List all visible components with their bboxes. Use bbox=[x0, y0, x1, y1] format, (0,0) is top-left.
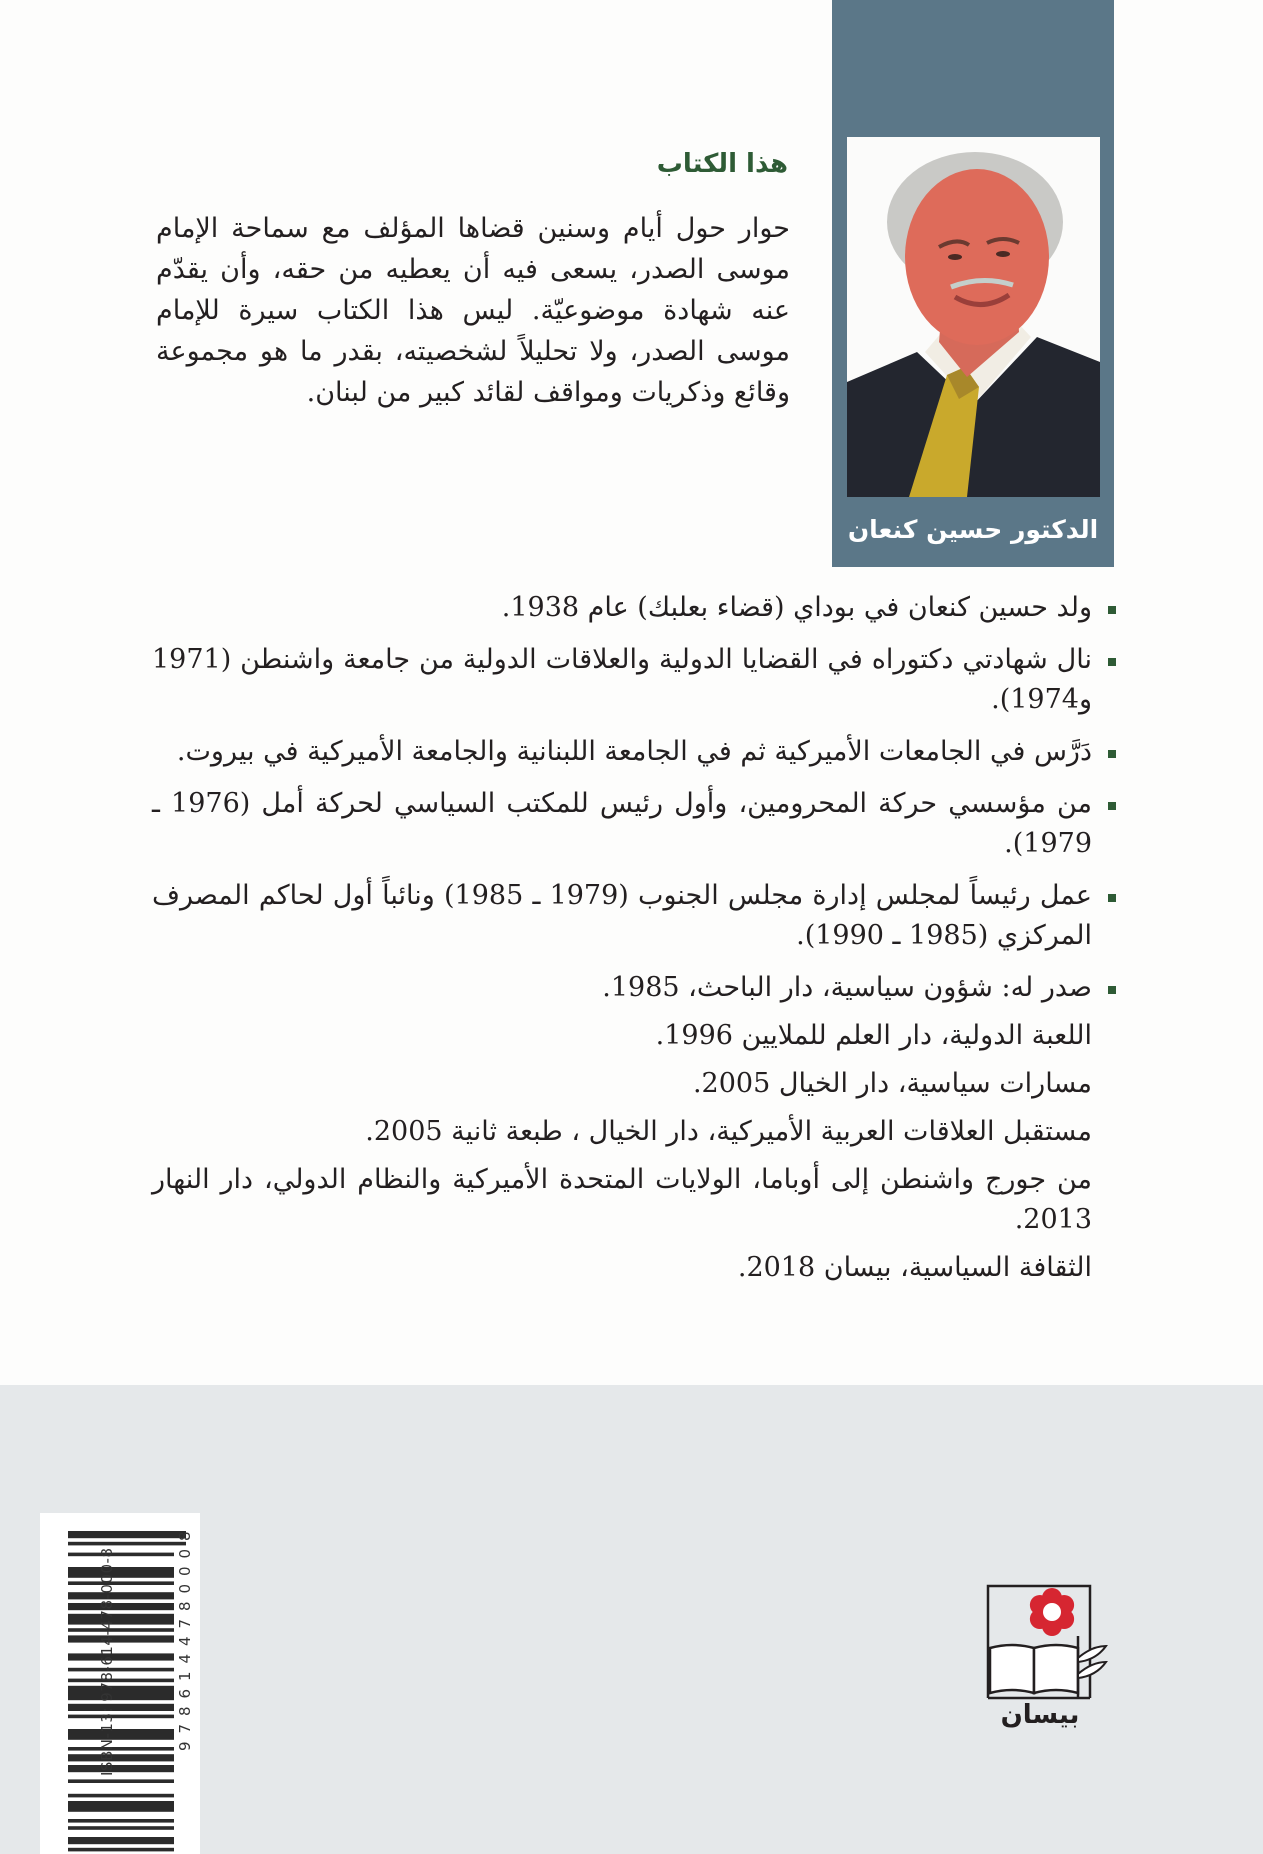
barcode-bar bbox=[68, 1754, 174, 1761]
barcode-bar bbox=[68, 1679, 174, 1683]
barcode-bar bbox=[68, 1553, 174, 1557]
publication: من جورج واشنطن إلى أوباما، الولايات المتحدة الأميركية والنظام الدولي، دار النهار 2013. bbox=[152, 1164, 1092, 1235]
bullet-square-icon bbox=[1108, 658, 1116, 666]
barcode-bar bbox=[68, 1729, 174, 1740]
barcode-bar bbox=[68, 1794, 174, 1798]
barcode-bars bbox=[40, 1513, 200, 1854]
publication: الثقافة السياسية، بيسان 2018. bbox=[737, 1252, 1092, 1283]
flower-center bbox=[1043, 1603, 1061, 1621]
bullet-square-icon bbox=[1108, 606, 1116, 614]
publications-label: صدر له: bbox=[1001, 972, 1092, 1003]
barcode-bar bbox=[68, 1837, 174, 1844]
bullet-square-icon bbox=[1108, 986, 1116, 994]
barcode-digit: 8 bbox=[176, 1531, 194, 1541]
barcode-digit: 4 bbox=[176, 1653, 194, 1664]
bullet-square-icon bbox=[1108, 802, 1116, 810]
isbn-barcode bbox=[40, 1513, 200, 1854]
barcode-bar bbox=[68, 1704, 174, 1711]
book-right-page bbox=[1034, 1645, 1078, 1693]
barcode-bar bbox=[68, 1715, 174, 1719]
author-panel bbox=[832, 0, 1114, 567]
barcode-digit: 0 bbox=[176, 1583, 194, 1594]
face bbox=[905, 169, 1049, 345]
barcode-bar bbox=[68, 1653, 174, 1660]
bio-list bbox=[152, 588, 1122, 1300]
barcode-bar bbox=[68, 1542, 186, 1546]
barcode-bar bbox=[68, 1635, 174, 1642]
barcode-bar bbox=[68, 1848, 174, 1852]
barcode-bar bbox=[68, 1567, 174, 1578]
left-eye bbox=[948, 254, 962, 260]
leaf-icon bbox=[1078, 1646, 1106, 1662]
barcode-bar bbox=[68, 1628, 174, 1632]
barcode-bar bbox=[68, 1531, 186, 1538]
bio-item bbox=[152, 640, 1122, 720]
barcode-digit: 8 bbox=[176, 1601, 194, 1611]
bio-item bbox=[152, 876, 1122, 956]
author-name-caption: الدكتور حسين كنعان bbox=[847, 515, 1099, 544]
bio-item bbox=[152, 732, 1122, 772]
author-photo bbox=[847, 137, 1100, 497]
bio-item bbox=[152, 784, 1122, 864]
barcode-digit: 8 bbox=[176, 1706, 194, 1716]
barcode-bar bbox=[68, 1592, 174, 1599]
barcode-bar bbox=[68, 1581, 174, 1585]
barcode-bar bbox=[68, 1668, 174, 1672]
barcode-bar bbox=[68, 1826, 174, 1830]
right-eye bbox=[996, 251, 1010, 257]
bio-item-text: دَرَّس في الجامعات الأميركية ثم في الجامعة اللبنانية والجامعة الأميركية في بيروت. bbox=[176, 736, 1092, 767]
barcode-bar bbox=[68, 1779, 174, 1783]
barcode-bar bbox=[68, 1819, 174, 1823]
barcode-digit: 4 bbox=[176, 1636, 194, 1646]
bio-item-text: نال شهادتي دكتوراه في القضايا الدولية والعلاقات الدولية من جامعة واشنطن (1971 و1974). bbox=[152, 644, 1092, 715]
publication-first: شؤون سياسية، دار الباحث، 1985. bbox=[602, 972, 993, 1003]
barcode-bar bbox=[68, 1801, 174, 1812]
barcode-digit: 7 bbox=[176, 1618, 194, 1629]
barcode-bar bbox=[68, 1686, 174, 1700]
leaf-icon bbox=[1078, 1662, 1106, 1678]
bio-item-text: من مؤسسي حركة المحرومين، وأول رئيس للمكتب السياسي لحركة أمل (1976 ـ 1979). bbox=[152, 788, 1092, 859]
publisher-name: بيسان bbox=[1000, 1700, 1080, 1730]
barcode-digit: 6 bbox=[176, 1688, 194, 1699]
barcode-bar bbox=[68, 1614, 174, 1625]
publisher-emblem-icon bbox=[970, 1578, 1110, 1703]
publication: اللعبة الدولية، دار العلم للملايين 1996. bbox=[655, 1020, 1092, 1051]
intro-paragraph: حوار حول أيام وسنين قضاها المؤلف مع سماحة الإمام موسى الصدر، يسعى فيه أن يعطيه من حقه، وأن يقدّم عنه شهادة موضوعيّة. ليس هذا الكتاب سيرة للإمام موسى الصدر، ولا تحليلاً لشخصيته، بقدر ما هو مجموعة وقائع وذكريات ومواقف لقائد كبير من لبنان. bbox=[156, 213, 790, 408]
barcode-digit: 1 bbox=[176, 1671, 194, 1681]
barcode-digit: 0 bbox=[176, 1548, 194, 1559]
intro-heading: هذا الكتاب bbox=[656, 149, 788, 179]
barcode-bar bbox=[68, 1747, 174, 1751]
bio-item bbox=[152, 588, 1122, 628]
barcode-bar bbox=[68, 1765, 174, 1772]
barcode-digit: 0 bbox=[176, 1566, 194, 1576]
book-left-page bbox=[990, 1645, 1034, 1693]
isbn-label: ISBN-13: 978-614-478-000-8 bbox=[98, 1547, 116, 1776]
publications-item bbox=[152, 968, 1122, 1288]
publications-list bbox=[152, 1016, 1092, 1288]
barcode-digit: 9 bbox=[176, 1741, 194, 1751]
publisher-logo bbox=[970, 1578, 1110, 1748]
author-portrait-illustration bbox=[847, 137, 1100, 497]
bio-item-text: عمل رئيساً لمجلس إدارة مجلس الجنوب (1979 ـ 1985) ونائباً أول لحاكم المصرف المركزي (1985 ـ 1990). bbox=[152, 880, 1092, 951]
publication: مسارات سياسية، دار الخيال 2005. bbox=[692, 1068, 1092, 1099]
flower-icon bbox=[1030, 1588, 1074, 1636]
bullet-square-icon bbox=[1108, 750, 1116, 758]
bio-item-text: ولد حسين كنعان في بوداي (قضاء بعلبك) عام 1938. bbox=[501, 592, 1092, 623]
bullet-square-icon bbox=[1108, 894, 1116, 902]
barcode-digit: 7 bbox=[176, 1723, 194, 1734]
barcode-bar bbox=[68, 1603, 174, 1610]
publication: مستقبل العلاقات العربية الأميركية، دار الخيال ، طبعة ثانية 2005. bbox=[365, 1116, 1092, 1147]
